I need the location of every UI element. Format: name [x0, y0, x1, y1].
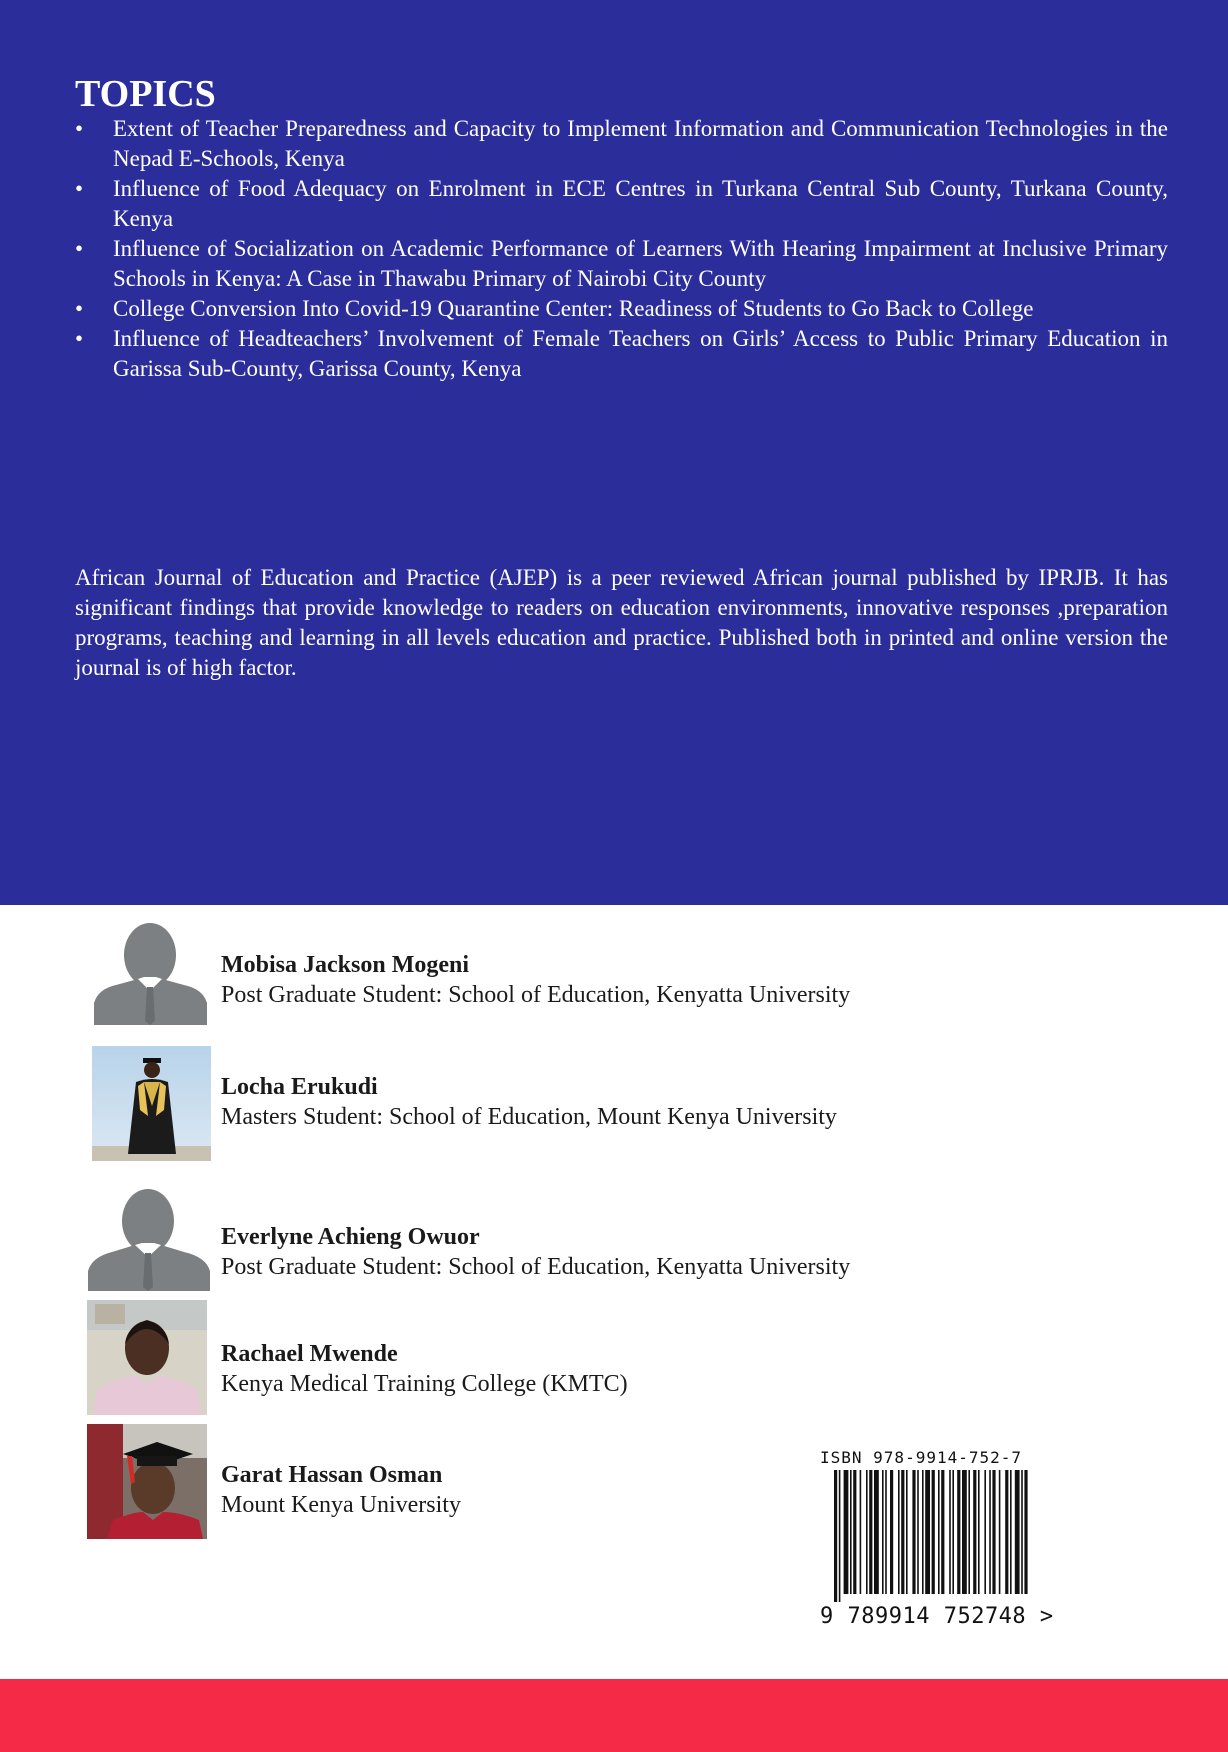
- graduation-photo: [92, 1046, 211, 1161]
- author-affiliation: Kenya Medical Training College (KMTC): [221, 1371, 628, 1397]
- bullet-icon: •: [75, 116, 84, 141]
- bullet-icon: •: [75, 326, 84, 351]
- journal-description: African Journal of Education and Practice (AJEP) is a peer reviewed African journal published by IPRJB. It has significant findings that provide knowledge to readers on education environments, innovative responses ,preparation programs, teaching and learning in all levels education and practice. Published both in printed and online version the journal is of high factor.: [75, 565, 1168, 680]
- author-entry: [0, 1182, 1228, 1302]
- topic-item: [75, 234, 1168, 294]
- bullet-icon: •: [75, 236, 84, 261]
- author-entry: [0, 1040, 1228, 1160]
- author-entry: [0, 915, 1228, 1035]
- topic-item: [75, 114, 1168, 174]
- author-name: Everlyne Achieng Owuor: [221, 1224, 480, 1250]
- topic-text: Influence of Headteachers’ Involvement of Female Teachers on Girls’ Access to Public Primary Education in Garissa Sub-County, Garissa County, Kenya: [113, 326, 1168, 381]
- topic-text: Influence of Food Adequacy on Enrolment in ECE Centres in Turkana Central Sub County, Turkana County, Kenya: [113, 176, 1168, 231]
- author-entry: [0, 1420, 1228, 1540]
- topic-item: [75, 324, 1168, 384]
- portrait-photo: [87, 1300, 207, 1415]
- silhouette-icon: [88, 1187, 210, 1291]
- bullet-icon: •: [75, 176, 84, 201]
- graduation-cap-photo: [87, 1424, 207, 1539]
- bottom-color-bar: [0, 1679, 1228, 1752]
- topics-list: [75, 114, 1168, 384]
- author-name: Garat Hassan Osman: [221, 1462, 443, 1488]
- isbn-label: ISBN 978-9914-752-7: [820, 1448, 1023, 1467]
- topic-text: College Conversion Into Covid-19 Quarantine Center: Readiness of Students to Go Back to College: [113, 296, 1034, 321]
- author-entry: [0, 1297, 1228, 1417]
- author-name: Rachael Mwende: [221, 1341, 398, 1367]
- barcode-digits: 9 789914 752748 >: [820, 1604, 1054, 1629]
- barcode-icon: [820, 1470, 1038, 1602]
- silhouette-icon: [94, 921, 207, 1025]
- topic-text: Extent of Teacher Preparedness and Capacity to Implement Information and Communication Technologies in the Nepad E-Schools, Kenya: [113, 116, 1168, 171]
- author-affiliation: Masters Student: School of Education, Mount Kenya University: [221, 1104, 837, 1130]
- author-affiliation: Post Graduate Student: School of Education, Kenyatta University: [221, 1254, 851, 1280]
- topic-item: [75, 294, 1168, 324]
- author-name: Mobisa Jackson Mogeni: [221, 952, 470, 978]
- topic-text: Influence of Socialization on Academic Performance of Learners With Hearing Impairment at Inclusive Primary Schools in Kenya: A Case in Thawabu Primary of Nairobi City County: [113, 236, 1168, 291]
- topic-item: [75, 174, 1168, 234]
- bullet-icon: •: [75, 296, 84, 321]
- author-affiliation: Mount Kenya University: [221, 1492, 461, 1518]
- author-name: Locha Erukudi: [221, 1074, 378, 1100]
- author-affiliation: Post Graduate Student: School of Education, Kenyatta University: [221, 982, 851, 1008]
- topics-heading: TOPICS: [75, 73, 216, 115]
